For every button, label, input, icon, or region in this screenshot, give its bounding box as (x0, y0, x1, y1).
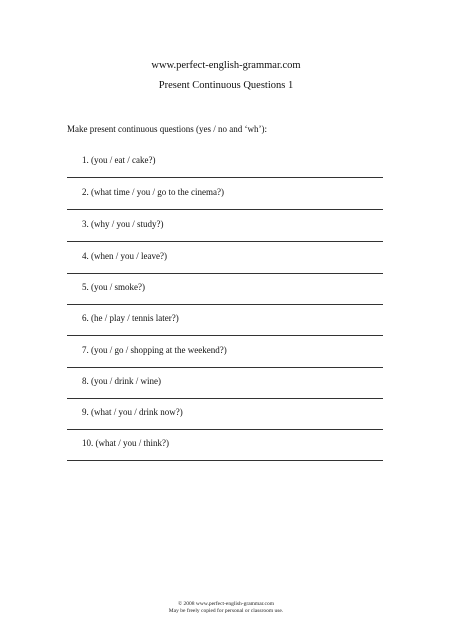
answer-line[interactable] (67, 335, 383, 336)
answer-line[interactable] (67, 209, 383, 210)
site-url: www.perfect-english-grammar.com (151, 60, 301, 71)
worksheet-title: Present Continuous Questions 1 (158, 80, 294, 91)
answer-line[interactable] (67, 429, 383, 430)
answer-line[interactable] (67, 460, 383, 461)
question-prompt: 8. (you / drink / wine) (82, 376, 161, 386)
question-prompt: 10. (what / you / think?) (82, 438, 169, 448)
answer-line[interactable] (67, 273, 383, 274)
footer-copyright: © 2008 www.perfect-english-grammar.com (177, 601, 275, 607)
question-prompt: 5. (you / smoke?) (82, 282, 145, 292)
question-prompt: 6. (he / play / tennis later?) (82, 313, 179, 323)
question-prompt: 2. (what time / you / go to the cinema?) (82, 187, 224, 197)
answer-line[interactable] (67, 177, 383, 178)
answer-line[interactable] (67, 367, 383, 368)
question-prompt: 9. (what / you / drink now?) (82, 407, 183, 417)
answer-line[interactable] (67, 241, 383, 242)
answer-line[interactable] (67, 398, 383, 399)
question-prompt: 4. (when / you / leave?) (82, 251, 167, 261)
question-prompt: 1. (you / eat / cake?) (82, 155, 156, 165)
footer-usage-note: May be freely copied for personal or classroom use. (168, 608, 284, 614)
question-prompt: 3. (why / you / study?) (82, 219, 164, 229)
instructions-text: Make present continuous questions (yes / no and ‘wh’): (67, 124, 267, 134)
question-prompt: 7. (you / go / shopping at the weekend?) (82, 345, 227, 355)
answer-line[interactable] (67, 304, 383, 305)
